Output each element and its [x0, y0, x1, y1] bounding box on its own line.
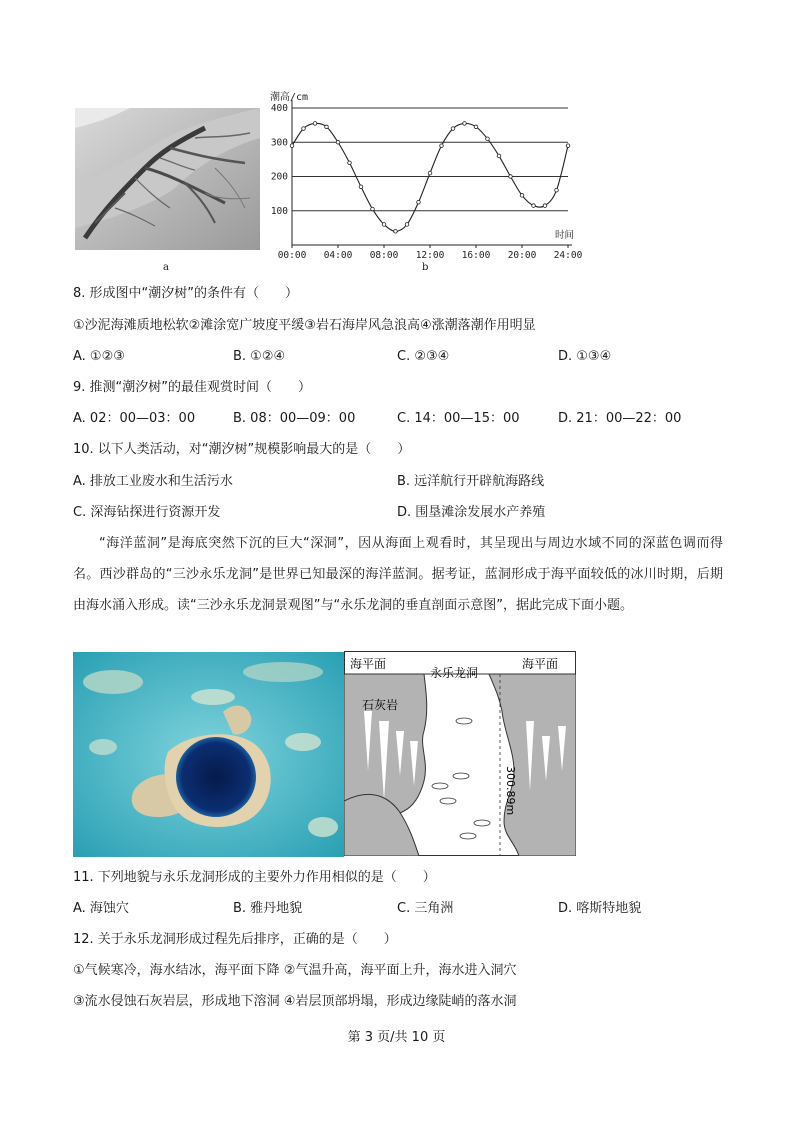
q10-option-c[interactable]: C. 深海钻探进行资源开发: [73, 505, 221, 520]
cave-name-label: 永乐龙洞: [430, 666, 479, 680]
q11-option-b[interactable]: B. 雅丹地貌: [233, 901, 303, 916]
tide-data-point: [359, 185, 363, 189]
tide-data-point: [313, 122, 317, 126]
tide-data-point: [509, 175, 513, 179]
x-tick-label: 16:00: [461, 250, 491, 261]
tide-data-point: [325, 125, 329, 129]
chart-caption: b: [422, 262, 429, 273]
blue-hole-photo: [73, 652, 344, 857]
q9-stem: 9. 推测“潮汐树”的最佳观赏时间（ ）: [73, 380, 312, 395]
q9-option-b[interactable]: B. 08：00—09：00: [233, 411, 356, 426]
q8-option-c[interactable]: C. ②③④: [397, 349, 450, 364]
tide-data-point: [405, 223, 409, 227]
y-tick-label: 100: [270, 205, 288, 217]
passage-blue-hole: “海洋蓝洞”是海底突然下沉的巨大“深洞”，因从海面上观看时，其呈现出与周边水域不同的深蓝色调而得名。西沙群岛的“三沙永乐龙洞”是世界已知最深的海洋蓝洞。据考证，蓝洞形成于海平面较低的冰川时期，后期由海水涌入形成。读“三沙永乐龙洞景观图”与“永乐龙洞的垂直剖面示意图”，据此完成下面小题。: [73, 536, 723, 613]
tide-data-point: [440, 144, 444, 148]
tide-data-point: [371, 207, 375, 211]
q12-line1: ①气候寒冷，海水结冰，海平面下降 ②气温升高，海平面上升，海水进入洞穴: [73, 963, 517, 978]
y-tick-label: 200: [270, 171, 288, 183]
tide-data-point: [543, 204, 547, 208]
tide-data-point: [428, 171, 432, 175]
tide-data-point: [417, 200, 421, 204]
q10-stem: 10. 以下人类活动，对“潮汐树”规模影响最大的是（ ）: [73, 442, 411, 457]
depth-label: 300.89m: [504, 766, 517, 816]
q11-option-a[interactable]: A. 海蚀穴: [73, 901, 129, 916]
tidal-tree-photo: [75, 108, 260, 250]
x-tick-label: 20:00: [507, 250, 537, 261]
limestone-label: 石灰岩: [362, 698, 399, 712]
tide-data-point: [474, 125, 478, 129]
tide-data-point: [486, 137, 490, 141]
q9-option-a[interactable]: A. 02：00—03：00: [73, 411, 196, 426]
tide-data-point: [451, 127, 455, 131]
tide-data-point: [336, 140, 340, 144]
photo-caption: a: [163, 262, 169, 273]
tide-data-point: [566, 144, 570, 148]
q9-option-d[interactable]: D. 21：00—22：00: [558, 411, 682, 426]
tide-data-point: [463, 122, 467, 126]
sea-level-left: 海平面: [350, 657, 387, 671]
q12-stem: 12. 关于永乐龙洞形成过程先后排序，正确的是（ ）: [73, 932, 397, 947]
page-footer: 第 3 页/共 10 页: [347, 1030, 446, 1045]
tide-series-line: [292, 123, 568, 231]
tide-data-point: [348, 161, 352, 165]
tide-data-point: [290, 144, 294, 148]
tide-data-point: [382, 223, 386, 227]
q10-option-d[interactable]: D. 围垦滩涂发展水产养殖: [397, 505, 546, 520]
x-tick-label: 24:00: [553, 250, 583, 261]
x-tick-label: 12:00: [415, 250, 445, 261]
q8-option-b[interactable]: B. ①②④: [233, 349, 286, 364]
chart-xlabel: 时间: [555, 230, 575, 241]
y-tick-label: 400: [270, 103, 288, 114]
x-tick-label: 04:00: [323, 250, 353, 261]
q10-option-b[interactable]: B. 远洋航行开辟航海路线: [397, 474, 545, 489]
q8-stem: 8. 形成图中“潮汐树”的条件有（ ）: [73, 286, 299, 301]
q8-option-a[interactable]: A. ①②③: [73, 349, 125, 364]
tide-chart-svg: [262, 88, 592, 268]
x-tick-label: 08:00: [369, 250, 399, 261]
q11-option-c[interactable]: C. 三角洲: [397, 901, 454, 916]
tide-chart: [262, 88, 592, 268]
q10-option-a[interactable]: A. 排放工业废水和生活污水: [73, 474, 233, 489]
x-tick-label: 00:00: [277, 250, 307, 261]
q12-line2: ③流水侵蚀石灰岩层，形成地下溶洞 ④岩层顶部坍塌，形成边缘陡峭的落水洞: [73, 994, 517, 1009]
tide-data-point: [555, 188, 559, 192]
q11-stem: 11. 下列地貌与永乐龙洞形成的主要外力作用相似的是（ ）: [73, 870, 436, 885]
q11-option-d[interactable]: D. 喀斯特地貌: [558, 901, 642, 916]
tide-data-point: [394, 230, 398, 234]
q9-option-c[interactable]: C. 14：00—15：00: [397, 411, 520, 426]
tide-data-point: [497, 154, 501, 158]
q8-conditions: ①沙泥海滩质地松软②滩涂宽广坡度平缓③岩石海岸风急浪高④涨潮落潮作用明显: [73, 318, 536, 333]
sea-level-right: 海平面: [522, 657, 559, 671]
tide-data-point: [520, 194, 524, 198]
tide-data-point: [532, 204, 536, 208]
y-tick-label: 300: [270, 137, 288, 149]
q8-option-d[interactable]: D. ①③④: [558, 349, 612, 364]
tide-data-point: [302, 127, 306, 131]
cave-profile-diagram: [344, 651, 576, 856]
chart-ylabel: 潮高/cm: [270, 92, 309, 103]
